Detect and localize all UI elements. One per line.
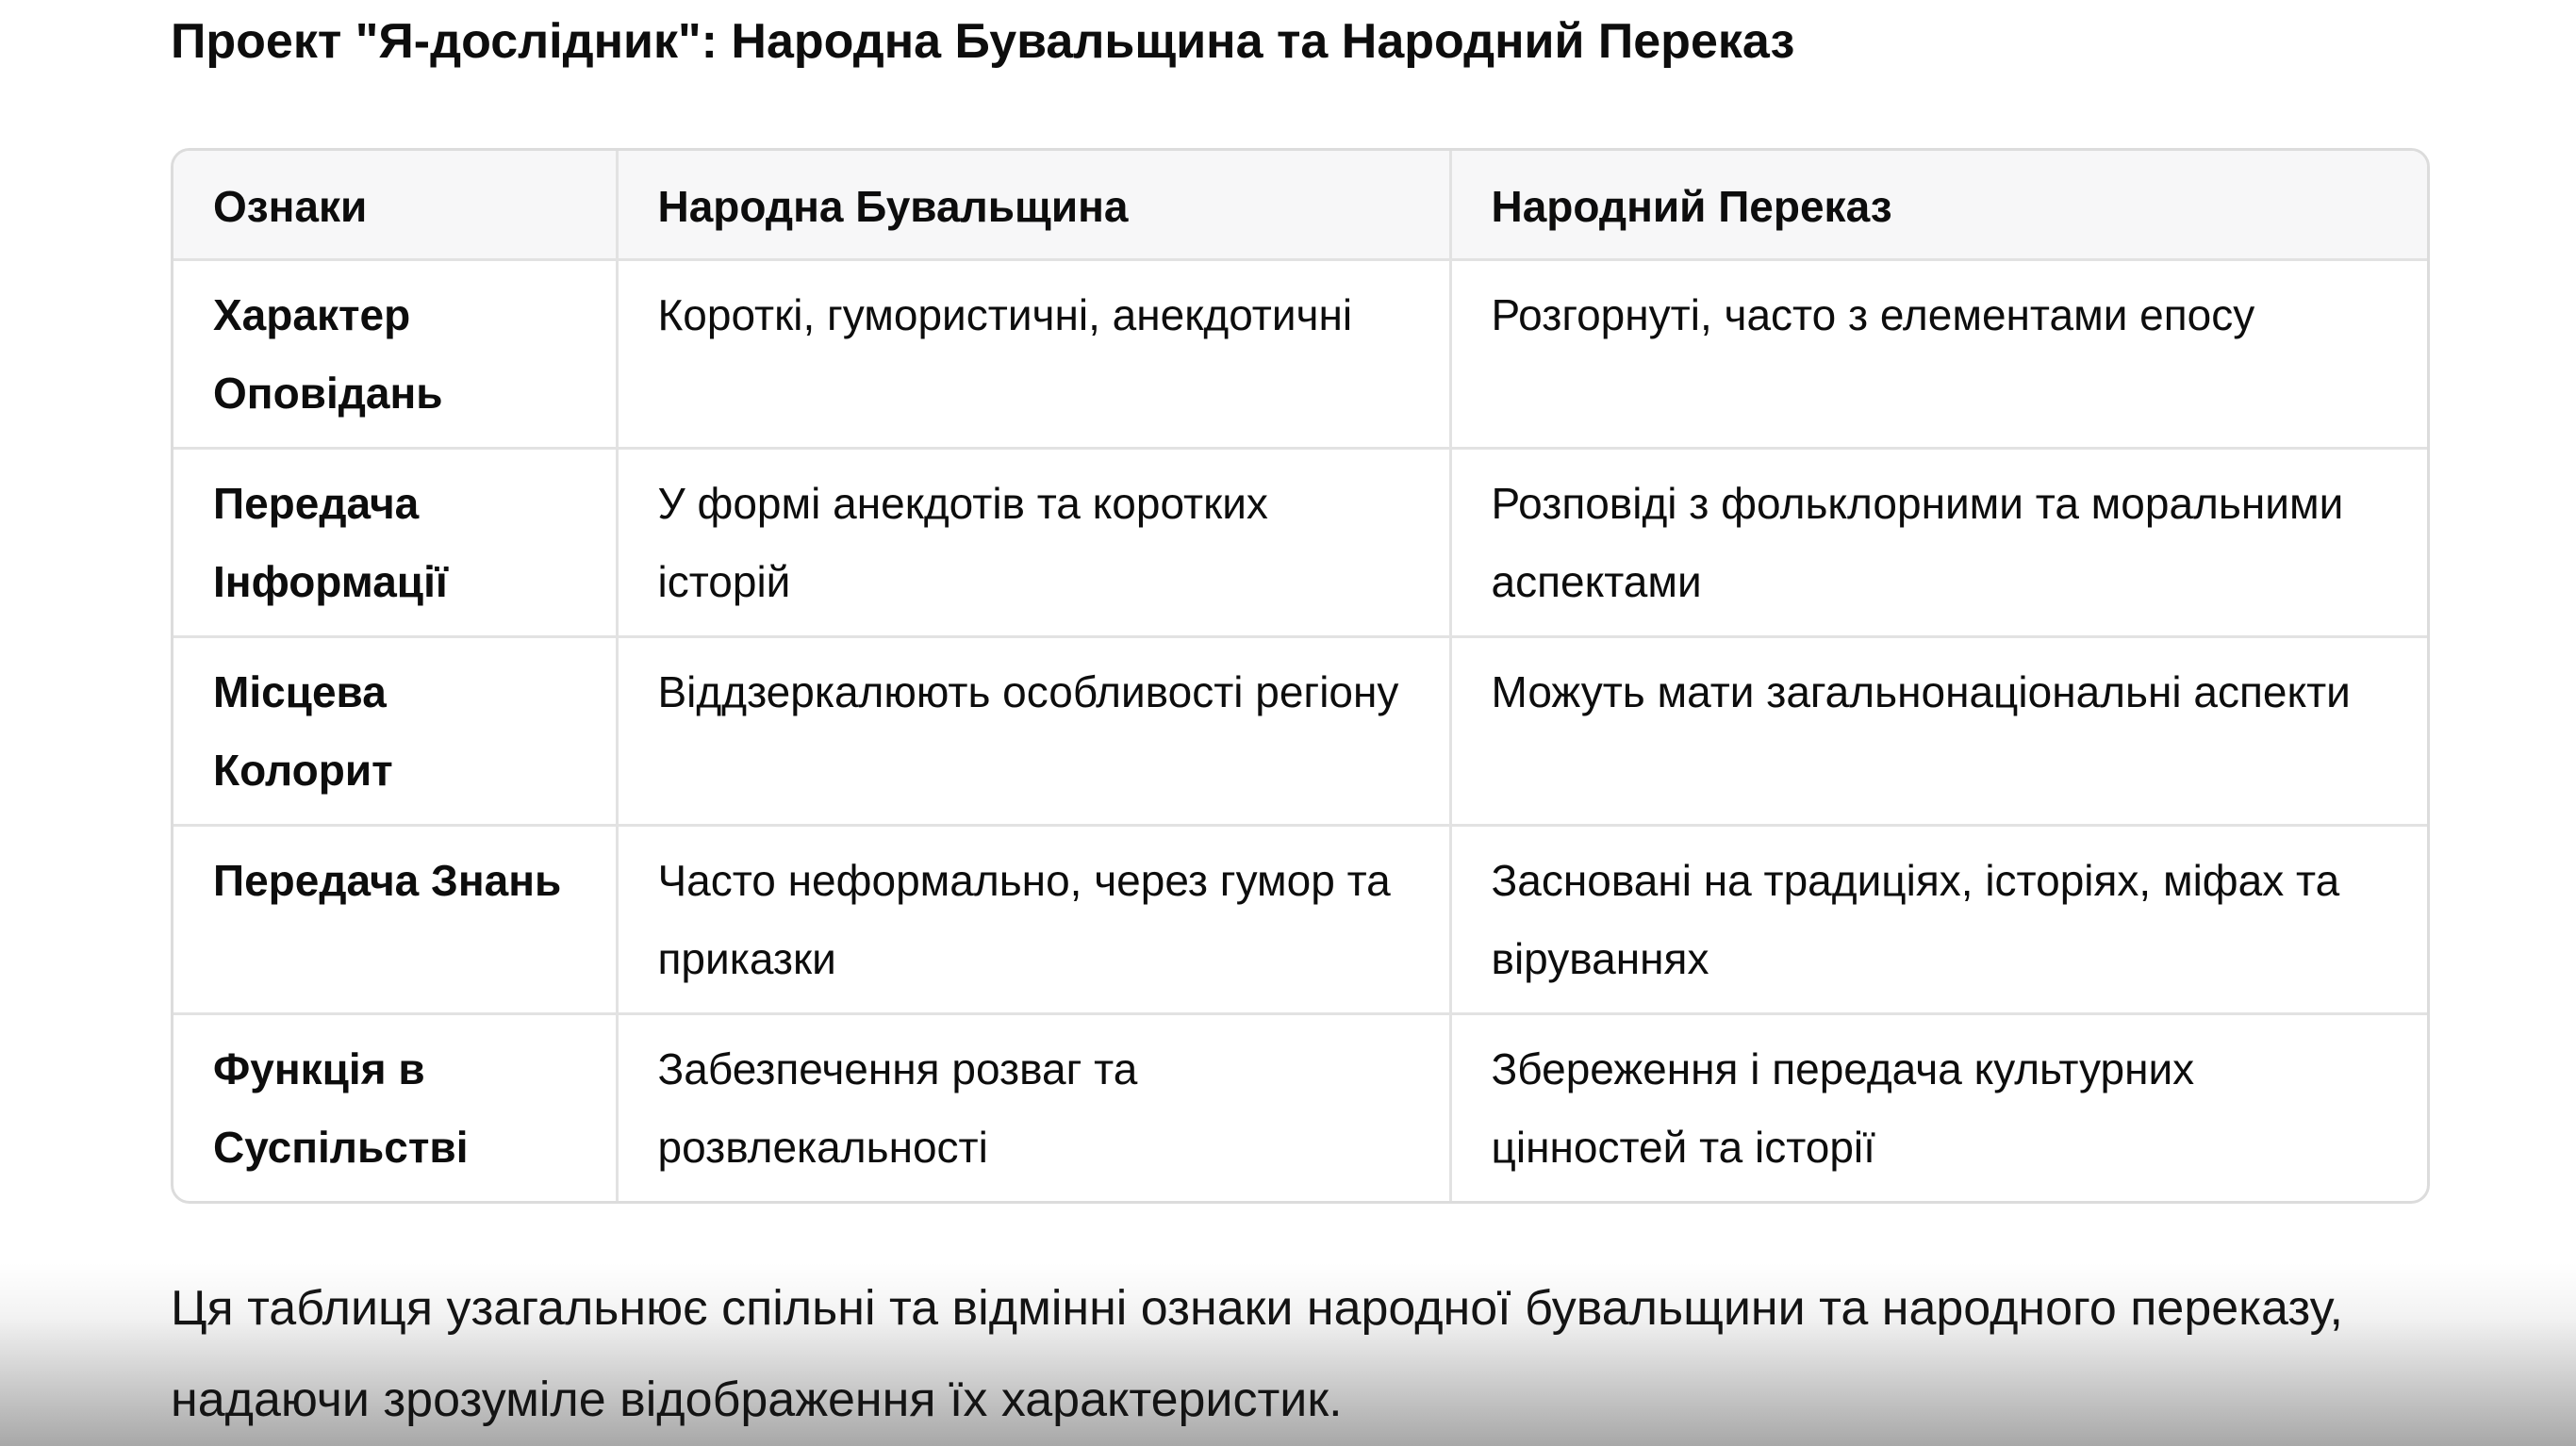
buvalshchyna-cell: Віддзеркалюють особливості регіону [617, 637, 1450, 826]
table-row [173, 1014, 2427, 1202]
feature-cell: Передача Інформації [173, 449, 617, 637]
perekaz-cell: Розгорнуті, часто з елементами епосу [1450, 260, 2427, 449]
feature-cell: Передача Знань [173, 826, 617, 1014]
buvalshchyna-cell: Короткі, гумористичні, анекдотичні [617, 260, 1450, 449]
feature-cell: Характер Оповідань [173, 260, 617, 449]
table-row [173, 449, 2427, 637]
perekaz-cell: Можуть мати загальнонаціональні аспекти [1450, 637, 2427, 826]
perekaz-cell: Засновані на традиціях, історіях, міфах та віруваннях [1450, 826, 2427, 1014]
table-row [173, 826, 2427, 1014]
summary-band [0, 1263, 2576, 1446]
table-row [173, 260, 2427, 449]
buvalshchyna-cell: Часто неформально, через гумор та приказки [617, 826, 1450, 1014]
buvalshchyna-cell: У формі анекдотів та коротких історій [617, 449, 1450, 637]
header-perekaz: Народний Переказ [1450, 151, 2427, 260]
buvalshchyna-cell: Забезпечення розваг та розвлекальності [617, 1014, 1450, 1202]
summary-paragraph: Ця таблиця узагальнює спільні та відмінні ознаки народної бувальщини та народного переказу, надаючи зрозуміле відображення їх характеристик. [171, 1281, 2343, 1427]
comparison-table [171, 148, 2430, 1204]
feature-cell: Функція в Суспільстві [173, 1014, 617, 1202]
header-buvalshchyna: Народна Бувальщина [617, 151, 1450, 260]
table-row [173, 637, 2427, 826]
page-title: Проект "Я-дослідник": Народна Бувальщина та Народний Переказ [171, 14, 1795, 69]
table-header-row [173, 151, 2427, 260]
header-features: Ознаки [173, 151, 617, 260]
perekaz-cell: Розповіді з фольклорними та моральними аспектами [1450, 449, 2427, 637]
perekaz-cell: Збереження і передача культурних цінностей та історії [1491, 1044, 2195, 1172]
feature-cell: Місцева Колорит [173, 637, 617, 826]
